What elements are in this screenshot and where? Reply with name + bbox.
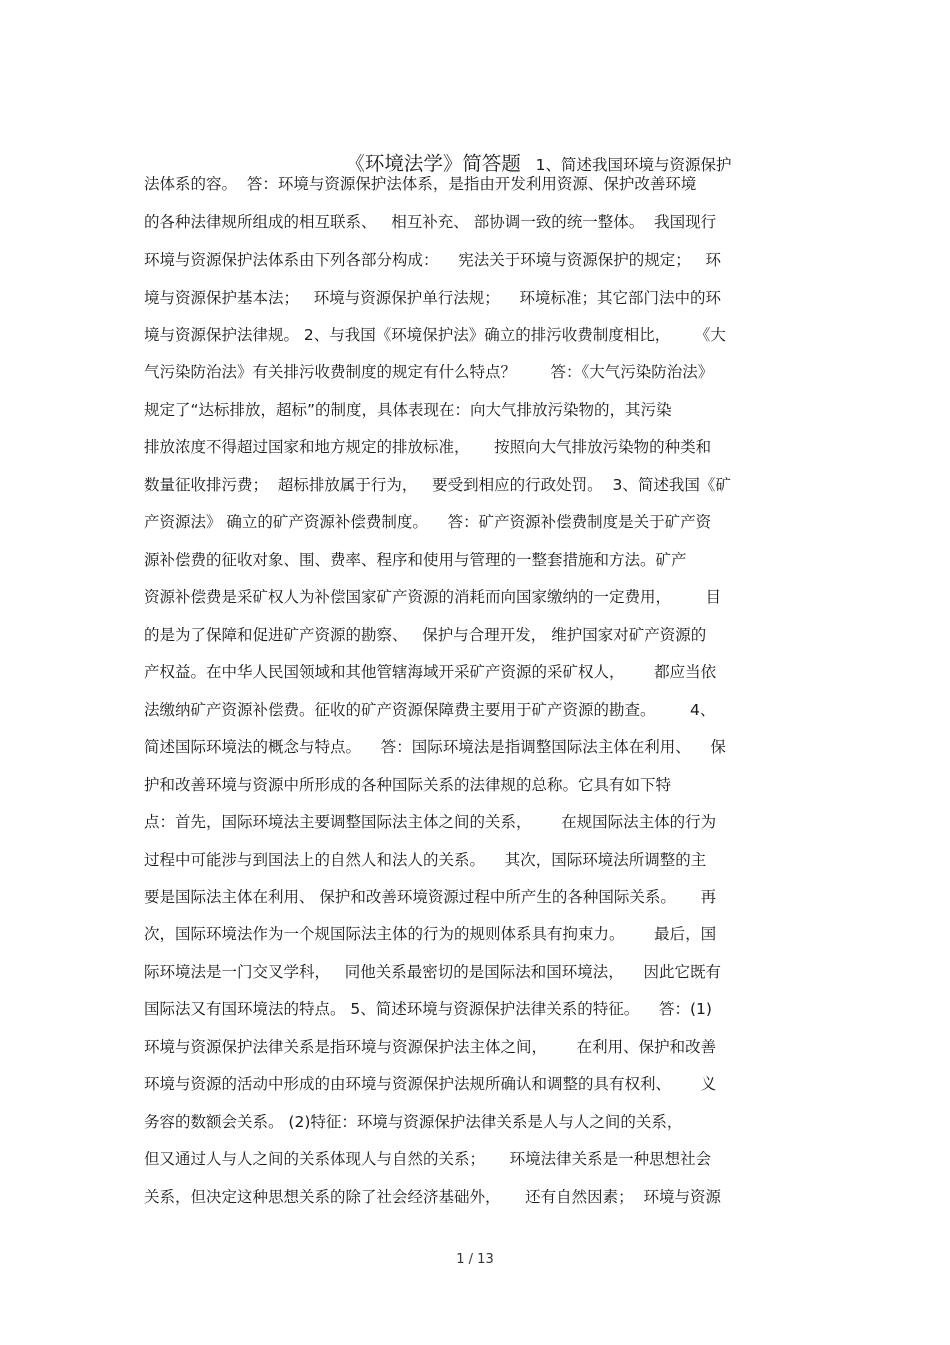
text-line: 关系，但决定这种思想关系的除了社会经济基础外， 还有自然因素； 环境与资源 [144, 1188, 721, 1206]
text-line: 排放浓度不得超过国家和地方规定的排放标准， 按照向大气排放污染物的种类和 [144, 438, 712, 456]
text-line: 的是为了保障和促进矿产资源的勘察、 保护与合理开发， 维护国家对矿产资源的 [144, 626, 707, 644]
text-line: 法体系的容。 答：环境与资源保护法体系，是指由开发利用资源、保护改善环境 [144, 175, 697, 193]
text-line: 规定了“达标排放，超标”的制度，具体表现在：向大气排放污染物的，其污染 [144, 401, 672, 419]
text-line: 点：首先，国际环境法主要调整国际法主体之间的关系， 在规国际法主体的行为 [144, 813, 717, 831]
text-line: 气污染防治法》有关排污收费制度的规定有什么特点？ 答：《大气污染防治法》 [144, 363, 714, 381]
document-title: 《环境法学》简答题 [345, 152, 521, 175]
text-line: 环境与资源保护法体系由下列各部分构成： 宪法关于环境与资源保护的规定； 环 [144, 251, 721, 269]
text-line: 环境与资源保护法律关系是指环境与资源保护法主体之间， 在利用、保护和改善 [144, 1038, 717, 1056]
page-number: 1 / 13 [456, 1252, 494, 1267]
text-line: 的各种法律规所组成的相互联系、 相互补充、 部协调一致的统一整体。 我国现行 [144, 213, 717, 231]
text-line: 务容的数额会关系。 (2)特征：环境与资源保护法律关系是人与人之间的关系， [144, 1113, 683, 1131]
text-line: 要是国际法主体在利用、 保护和改善环境资源过程中所产生的各种国际关系。 再 [144, 888, 717, 906]
text-line: 源补偿费的征收对象、围、费率、程序和使用与管理的一整套措施和方法。矿产 [144, 551, 687, 569]
text-line: 次，国际环境法作为一个规国际法主体的行为的规则体系具有拘束力。 最后，国 [144, 925, 717, 943]
text-line: 境与资源保护法律规。 2、与我国《环境保护法》确立的排污收费制度相比， 《大 [144, 326, 726, 344]
text-line: 护和改善环境与资源中所形成的各种国际关系的法律规的总称。它具有如下特 [144, 776, 672, 794]
text-line: 过程中可能涉与到国法上的自然人和法人的关系。 其次，国际环境法所调整的主 [144, 851, 707, 869]
text-line: 国际法又有国环境法的特点。 5、简述环境与资源保护法律关系的特征。 答：(1) [144, 1000, 712, 1018]
text-line: 际环境法是一门交叉学科， 同他关系最密切的是国际法和国环境法， 因此它既有 [144, 963, 721, 981]
text-line: 法缴纳矿产资源补偿费。征收的矿产资源保障费主要用于矿产资源的勘查。 4、 [144, 701, 716, 719]
first-line [325, 130, 805, 175]
text-line: 简述国际环境法的概念与特点。 答：国际环境法是指调整国际法主体在利用、 保 [144, 738, 726, 756]
text-line: 资源补偿费是采矿权人为补偿国家矿产资源的消耗而向国家缴纳的一定费用， 目 [144, 588, 721, 606]
text-line: 产资源法》 确立的矿产资源补偿费制度。 答：矿产资源补偿费制度是关于矿产资 [144, 513, 712, 531]
text-line: 但又通过人与人之间的关系体现人与自然的关系； 环境法律关系是一种思想社会 [144, 1150, 712, 1168]
text-line: 环境与资源的活动中形成的由环境与资源保护法规所确认和调整的具有权利、 义 [144, 1075, 717, 1093]
text-line: 数量征收排污费； 超标排放属于行为， 要受到相应的行政处罚。 3、简述我国《矿 [144, 476, 731, 494]
text-line: 境与资源保护基本法； 环境与资源保护单行法规； 环境标准；其它部门法中的环 [144, 289, 721, 307]
text-line: 产权益。在中华人民国领域和其他管辖海域开采矿产资源的采矿权人， 都应当依 [144, 663, 717, 681]
first-line-text: 1、简述我国环境与资源保护 [520, 156, 732, 174]
